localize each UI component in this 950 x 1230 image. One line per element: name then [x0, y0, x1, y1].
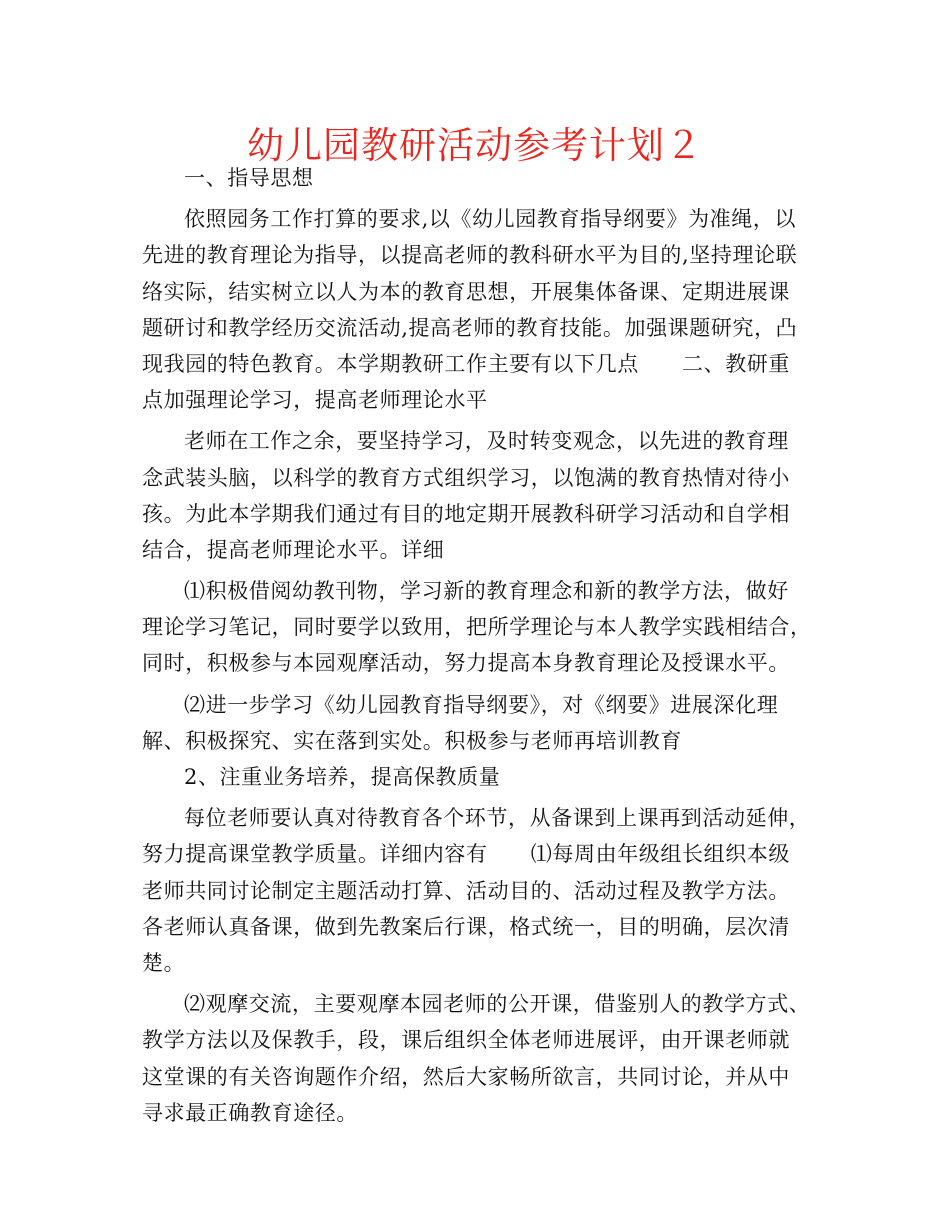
document-title: 幼儿园教研活动参考计划２: [247, 124, 703, 167]
text-line: 2、注重业务培养，提高保教质量: [184, 765, 501, 789]
text-line: 努力提高课堂教学质量。详细内容有 ⑴每周由年级组长组织本级: [142, 842, 790, 867]
text-line: 理论学习笔记，同时要学以致用，把所学理论与本人教学实践相结合，: [142, 615, 812, 640]
text-line: 每位老师要认真对待教育各个环节，从备课到上课再到活动延伸，: [184, 806, 811, 831]
text-line: 解、积极探究、实在落到实处。积极参与老师再培训教育: [142, 728, 682, 753]
text-line: 点加强理论学习，提高老师理论水平: [142, 388, 488, 413]
text-line: 楚。: [142, 950, 186, 975]
text-line: 教学方法以及保教手，段，课后组织全体老师进展评，由开课老师就: [142, 1028, 790, 1053]
text-line: 老师在工作之余，要坚持学习，及时转变观念，以先进的教育理: [184, 429, 789, 454]
text-line: 现我园的特色教育。本学期教研工作主要有以下几点 二、教研重: [142, 351, 790, 376]
text-line: 这堂课的有关咨询题作介绍，然后大家畅所欲言，共同讨论，并从中: [142, 1064, 790, 1089]
text-line: 各老师认真备课，做到先教案后行课，格式统一，目的明确，层次清: [142, 914, 790, 939]
text-line: 同时，积极参与本园观摩活动，努力提高本身教育理论及授课水平。: [142, 651, 790, 676]
document-body: [142, 160, 814, 1131]
text-line: ⑵观摩交流，主要观摩本园老师的公开课，借鉴别人的教学方式、: [184, 992, 811, 1017]
text-line: 寻求最正确教育途径。: [142, 1100, 358, 1125]
text-line: 孩。为此本学期我们通过有目的地定期开展教科研学习活动和自学相: [142, 501, 790, 526]
text-line: 络实际，结实树立以人为本的教育思想，开展集体备课、定期进展课: [142, 279, 790, 304]
text-line: ⑴积极借阅幼教刊物，学习新的教育理念和新的教学方法，做好: [184, 579, 789, 604]
text-line: 念武装头脑，以科学的教育方式组织学习，以饱满的教育热情对待小: [142, 465, 790, 490]
text-line: 老师共同讨论制定主题活动打算、活动目的、活动过程及教学方法。: [142, 878, 790, 903]
text-line: 先进的教育理论为指导，以提高老师的教科研水平为目的,坚持理论联: [142, 243, 798, 268]
text-line: 题研讨和教学经历交流活动,提高老师的教育技能。加强课题研究，凸: [142, 315, 798, 340]
text-line: 结合，提高老师理论水平。详细: [142, 537, 445, 562]
text-line: 一、指导思想: [184, 166, 314, 190]
text-line: 依照园务工作打算的要求,以《幼儿园教育指导纲要》为准绳，以: [184, 207, 797, 232]
text-line: ⑵进一步学习《幼儿园教育指导纲要》，对《纲要》进展深化理: [184, 692, 779, 717]
